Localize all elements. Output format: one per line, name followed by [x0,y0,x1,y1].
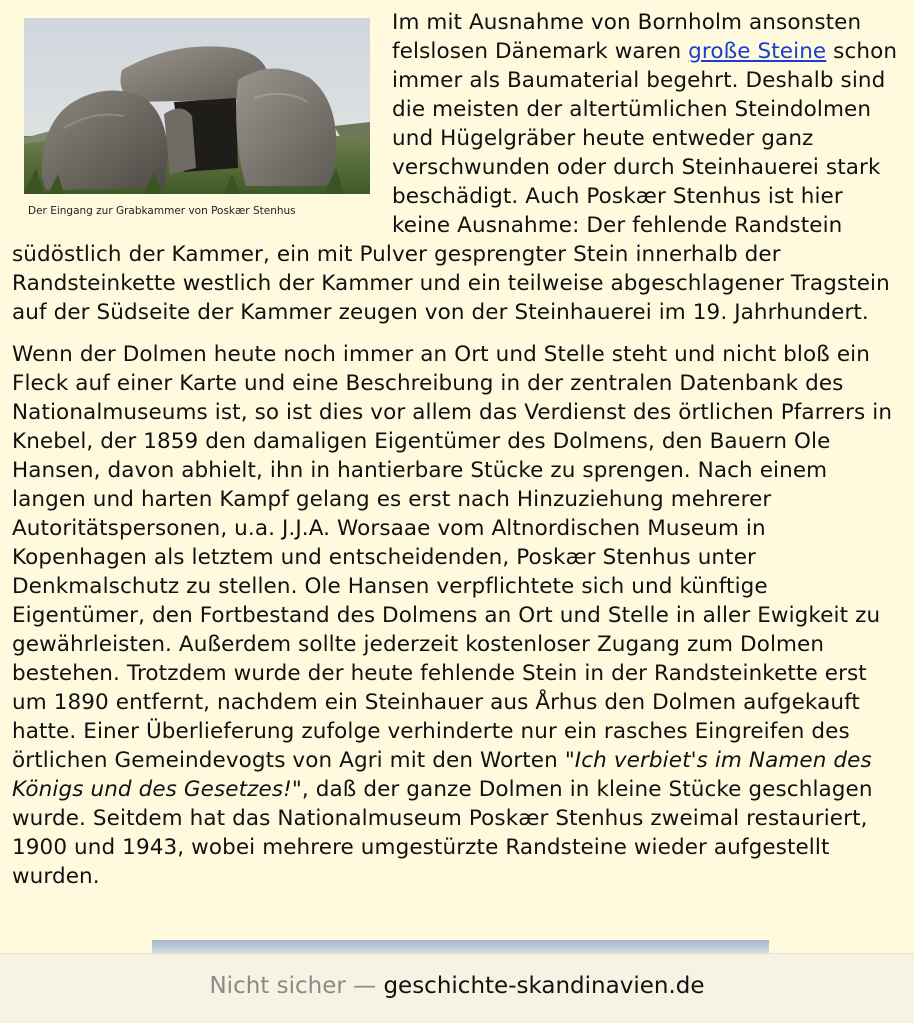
p2-text-start: Wenn der Dolmen heute noch immer an Ort und Stelle steht und nicht bloß ein Fleck auf einer Karte und eine Beschreibung in der zentralen Datenbank des Nationalmuseums ist, so ist dies vor allem das Verdienst des örtlichen Pfarrers in Knebel, der 1859 den damaligen Eigentümer des Dolmens, den Bauern Ole Hansen, davon abhielt, ihn in hantierbare Stücke zu sprengen. Nach einem langen und harten Kampf gelang es erst nach Hinzuziehung mehrerer Autoritätspersonen, u.a. J.J.A. Worsaae vom Altnordischen Museum in Kopenhagen als letztem und entscheidenden, Poskær Stenhus unter Denkmalschutz zu stellen. Ole Hansen verpflichtete sich und künftige Eigentümer, den Fortbestand des Dolmens an Ort und Stelle in aller Ewigkeit zu gewährleisten. Außerdem sollte jederzeit kostenloser Zugang zum Dolmen bestehen. Trotzdem wurde der heute fehlende Stein in der Randsteinkette erst um 1890 entfernt, nachdem ein Steinhauer aus Århus den Dolmen aufgekauft hatte. Einer Überlieferung zufolge verhinderte nur ein rasches Eingreifen des örtlichen Gemeindevogts von Agri mit den Worten [12,342,893,773]
article-content [12,8,902,904]
figure-caption: Der Eingang zur Grabkammer von Poskær Stenhus [28,205,296,217]
paragraph-2 [12,340,902,891]
grosse-steine-link[interactable]: große Steine [688,39,827,64]
security-label: Nicht sicher — [209,972,377,999]
figure [24,18,370,218]
quote: "Ich verbiet's im Namen des Königs und des Gesetzes!" [12,748,872,802]
p1-text-end: schon immer als Baumaterial begehrt. Deshalb sind die meisten der altertümlichen Steindolmen und Hügelgräber heute entweder ganz verschwunden oder durch Steinhauerei stark beschädigt. Auch Poskær Stenhus ist hier keine Ausnahme: Der fehlende Randstein südöstlich der Kammer, ein mit Pulver gesprengter Stein innerhalb der Randsteinkette westlich der Kammer und ein teilweise abgeschlagener Tragstein auf der Südseite der Kammer zeugen von der Steinhauerei im 19. Jahrhundert. [12,39,898,325]
address-bar[interactable] [0,953,914,1023]
p2-text-end: , daß der ganze Dolmen in kleine Stücke geschlagen wurde. Seitdem hat das Nationalmuseum Poskær Stenhus zweimal restauriert, 1900 und 1943, wobei mehrere umgestürzte Randsteine wieder aufgestellt wurden. [12,777,873,889]
domain-label: geschichte-skandinavien.de [383,972,705,999]
p1-text-start: Im mit Ausnahme von Bornholm ansonsten felslosen Dänemark waren [392,10,862,64]
dolmen-photo[interactable] [24,18,370,194]
